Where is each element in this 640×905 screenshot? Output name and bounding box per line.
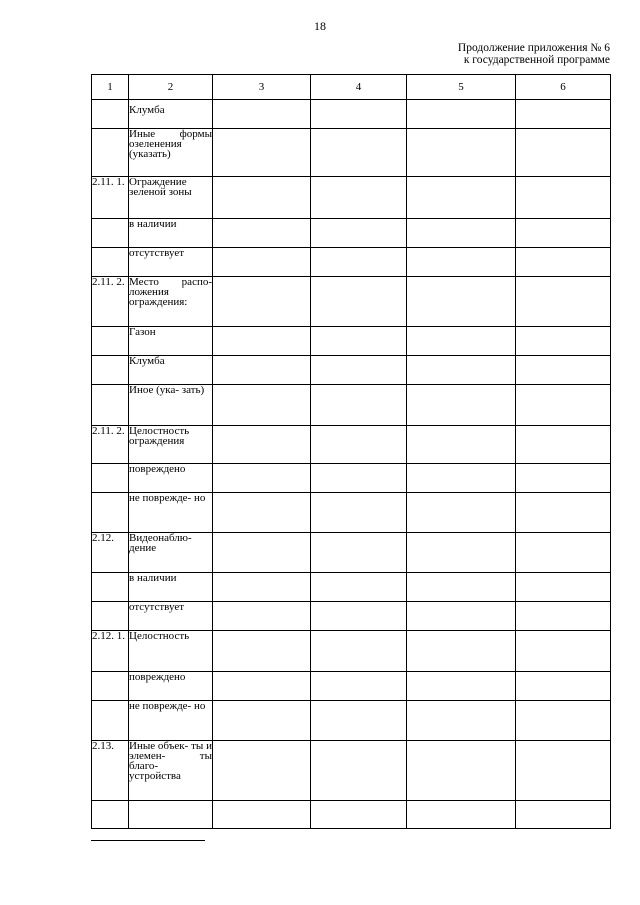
table-cell xyxy=(516,701,611,741)
table-cell xyxy=(407,631,516,672)
table-row xyxy=(92,129,611,177)
table-cell xyxy=(516,177,611,219)
table-cell xyxy=(311,464,407,493)
table-cell xyxy=(516,573,611,602)
table-row xyxy=(92,426,611,464)
row-number xyxy=(92,219,129,248)
table-row xyxy=(92,631,611,672)
table-cell xyxy=(213,533,311,573)
table-cell xyxy=(407,100,516,129)
table-cell xyxy=(213,219,311,248)
table-cell xyxy=(407,464,516,493)
table-cell xyxy=(516,129,611,177)
table-cell xyxy=(311,385,407,426)
column-header: 6 xyxy=(516,75,611,100)
column-header: 2 xyxy=(129,75,213,100)
table-cell xyxy=(516,801,611,829)
row-number xyxy=(92,327,129,356)
table-header-row xyxy=(92,75,611,100)
row-number: 2.12. xyxy=(92,533,129,573)
row-number xyxy=(92,464,129,493)
table-cell xyxy=(516,741,611,801)
row-number xyxy=(92,801,129,829)
table-cell xyxy=(407,533,516,573)
table-row xyxy=(92,177,611,219)
table-row xyxy=(92,100,611,129)
table-cell xyxy=(213,356,311,385)
table-cell xyxy=(311,277,407,327)
row-name: Целостность xyxy=(129,631,213,672)
table-cell xyxy=(407,356,516,385)
table-row xyxy=(92,672,611,701)
row-name: отсутствует xyxy=(129,602,213,631)
column-header: 4 xyxy=(311,75,407,100)
column-header: 1 xyxy=(92,75,129,100)
row-number xyxy=(92,129,129,177)
table-cell xyxy=(516,277,611,327)
page-number: 18 xyxy=(314,19,326,33)
table-cell xyxy=(516,672,611,701)
row-number xyxy=(92,701,129,741)
row-name: повреждено xyxy=(129,672,213,701)
row-name: Видеонаблю- дение xyxy=(129,533,213,573)
table-cell xyxy=(516,385,611,426)
row-name: в наличии xyxy=(129,573,213,602)
table-cell xyxy=(213,129,311,177)
row-number xyxy=(92,573,129,602)
table-cell xyxy=(311,426,407,464)
table-cell xyxy=(516,356,611,385)
table-cell xyxy=(311,602,407,631)
row-name: в наличии xyxy=(129,219,213,248)
table-cell xyxy=(311,129,407,177)
row-name: Клумба xyxy=(129,356,213,385)
row-number: 2.12. 1. xyxy=(92,631,129,672)
table-cell xyxy=(311,493,407,533)
row-name: повреждено xyxy=(129,464,213,493)
table-cell xyxy=(516,533,611,573)
row-number xyxy=(92,602,129,631)
table-cell xyxy=(311,356,407,385)
row-name: Газон xyxy=(129,327,213,356)
table-row xyxy=(92,277,611,327)
table-cell xyxy=(311,701,407,741)
column-header: 5 xyxy=(407,75,516,100)
table-cell xyxy=(407,277,516,327)
table-cell xyxy=(516,602,611,631)
table-cell xyxy=(516,493,611,533)
footnote-separator xyxy=(91,840,205,841)
table-row xyxy=(92,356,611,385)
table-row xyxy=(92,493,611,533)
table-row xyxy=(92,602,611,631)
table-cell xyxy=(407,426,516,464)
table-cell xyxy=(516,219,611,248)
table-cell xyxy=(311,100,407,129)
table-cell xyxy=(213,631,311,672)
table-cell xyxy=(213,602,311,631)
table-cell xyxy=(407,219,516,248)
table-cell xyxy=(516,464,611,493)
table-cell xyxy=(516,100,611,129)
table-cell xyxy=(311,533,407,573)
table-cell xyxy=(516,248,611,277)
row-number: 2.13. xyxy=(92,741,129,801)
table-cell xyxy=(407,129,516,177)
annex-caption xyxy=(458,42,610,66)
row-name: не поврежде- но xyxy=(129,493,213,533)
table-row xyxy=(92,741,611,801)
table-cell xyxy=(407,493,516,533)
table-row xyxy=(92,219,611,248)
row-name: Иные формы озеленения (указать) xyxy=(129,129,213,177)
annex-line-2: к государственной программе xyxy=(463,54,610,66)
table-cell xyxy=(213,327,311,356)
row-number xyxy=(92,356,129,385)
row-name: Клумба xyxy=(129,100,213,129)
table-cell xyxy=(213,741,311,801)
table-row xyxy=(92,701,611,741)
column-header: 3 xyxy=(213,75,311,100)
table-cell xyxy=(311,248,407,277)
row-name: Целостность ограждения xyxy=(129,426,213,464)
table-cell xyxy=(213,493,311,533)
table-cell xyxy=(407,177,516,219)
row-name: Иное (ука- зать) xyxy=(129,385,213,426)
row-name: Ограждение зеленой зоны xyxy=(129,177,213,219)
table-cell xyxy=(311,219,407,248)
table-cell xyxy=(213,801,311,829)
row-number xyxy=(92,493,129,533)
table-cell xyxy=(407,801,516,829)
table-cell xyxy=(407,672,516,701)
table-cell xyxy=(213,385,311,426)
table-row xyxy=(92,801,611,829)
table-cell xyxy=(213,701,311,741)
row-number xyxy=(92,385,129,426)
table-cell xyxy=(311,672,407,701)
row-number xyxy=(92,100,129,129)
row-name xyxy=(129,801,213,829)
table-cell xyxy=(311,573,407,602)
table-cell xyxy=(213,277,311,327)
table-cell xyxy=(213,177,311,219)
annex-line-1: Продолжение приложения № 6 xyxy=(457,42,610,54)
table-cell xyxy=(311,741,407,801)
table-cell xyxy=(516,327,611,356)
row-name: не поврежде- но xyxy=(129,701,213,741)
table-cell xyxy=(213,464,311,493)
table-row xyxy=(92,573,611,602)
table-row xyxy=(92,464,611,493)
table-cell xyxy=(407,327,516,356)
table-cell xyxy=(407,248,516,277)
row-name: Иные объек- ты и элемен- ты благо- устройства xyxy=(129,741,213,801)
row-name: отсутствует xyxy=(129,248,213,277)
table-cell xyxy=(213,100,311,129)
row-number: 2.11. 1. xyxy=(92,177,129,219)
table-cell xyxy=(516,426,611,464)
row-name: Место распо- ложения ограждения: xyxy=(129,277,213,327)
table-cell xyxy=(213,248,311,277)
table-cell xyxy=(407,573,516,602)
table-cell xyxy=(407,602,516,631)
table-cell xyxy=(311,177,407,219)
table-row xyxy=(92,533,611,573)
table-cell xyxy=(407,701,516,741)
program-table xyxy=(91,74,611,829)
row-number: 2.11. 2. xyxy=(92,277,129,327)
table-cell xyxy=(311,327,407,356)
table-cell xyxy=(213,426,311,464)
table-cell xyxy=(213,573,311,602)
table-cell xyxy=(311,801,407,829)
row-number xyxy=(92,248,129,277)
table-cell xyxy=(407,741,516,801)
table-row xyxy=(92,248,611,277)
table-cell xyxy=(516,631,611,672)
table-cell xyxy=(213,672,311,701)
row-number: 2.11. 2. xyxy=(92,426,129,464)
table-cell xyxy=(311,631,407,672)
table-row xyxy=(92,385,611,426)
row-number xyxy=(92,672,129,701)
table-row xyxy=(92,327,611,356)
table-cell xyxy=(407,385,516,426)
